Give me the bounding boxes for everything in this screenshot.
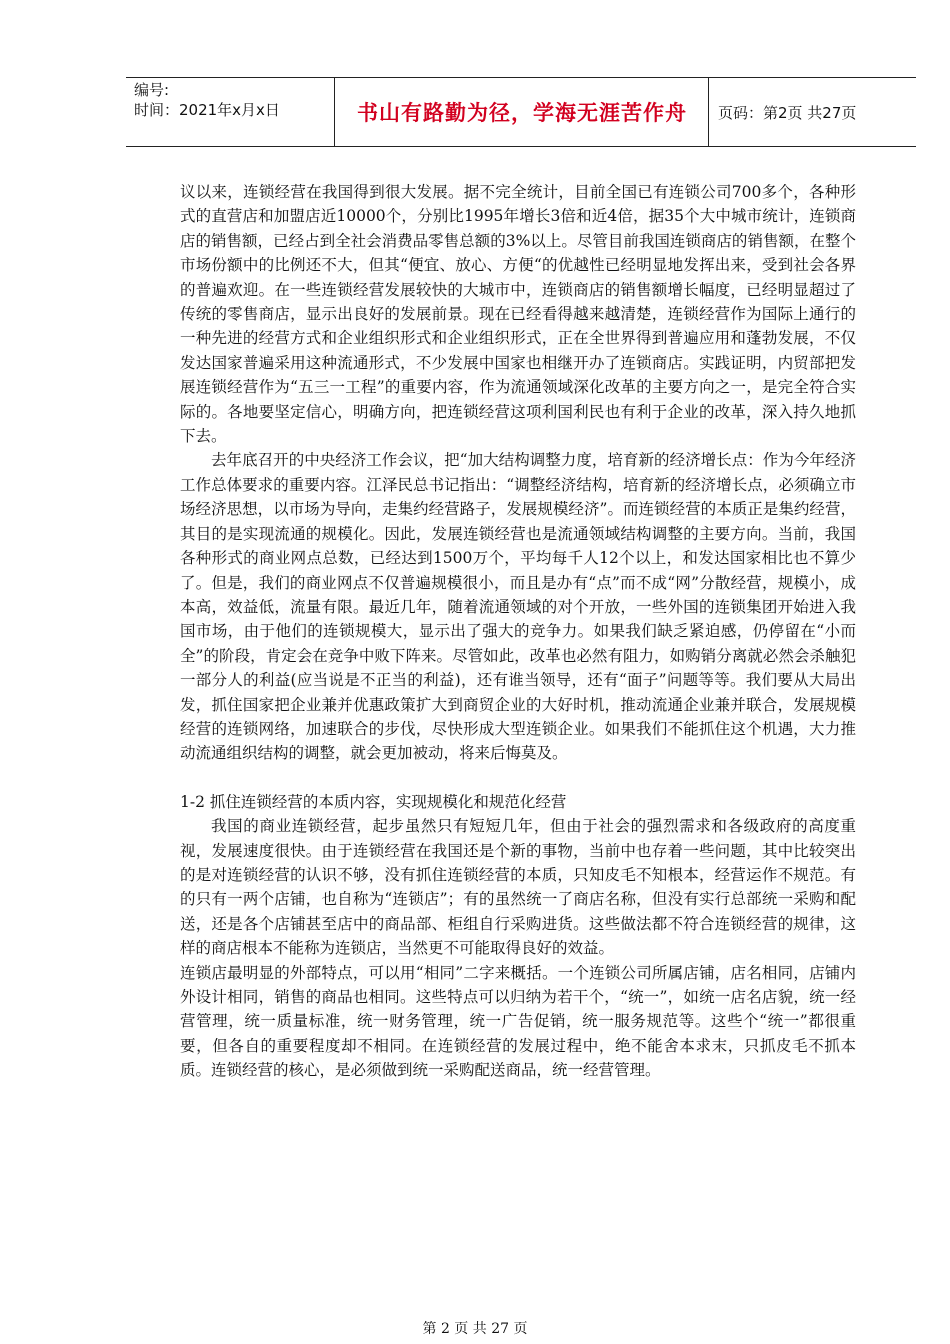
section-paragraph-1: 我国的商业连锁经营，起步虽然只有短短几年，但由于社会的强烈需求和各级政府的高度重视，发展速度很快。由于连锁经营在我国还是个新的事物，当前中也存着一些问题，其中比较突出的是对连锁经营的认识不够，没有抓住连锁经营的本质，只知皮毛不知根本，经营运作不规范。有的只有一两个店铺，也自称为“连锁店”；有的虽然统一了商店名称，但没有实行总部统一采购和配送，还是各个店铺甚至店中的商品部、柜组自行采购进货。这些做法都不符合连锁经营的规律，这样的商店根本不能称为连锁店，当然更不可能取得良好的效益。: [180, 817, 856, 958]
header-divider-left: [334, 78, 335, 146]
header-divider-right: [708, 78, 709, 146]
section-heading: 1-2 抓住连锁经营的本质内容，实现规模化和规范化经营: [180, 792, 567, 811]
header-motto: 书山有路勤为径，学海无涯苦作舟: [357, 101, 687, 125]
page-footer: 第 2 页 共 27 页: [422, 1321, 528, 1337]
page-header: [126, 77, 916, 147]
header-meta: [134, 80, 334, 120]
document-number-label: 编号:: [134, 81, 170, 99]
body-paragraph-2: 去年底召开的中央经济工作会议，把“加大结构调整力度，培育新的经济增长点：作为今年经济工作总体要求的重要内容。江泽民总书记指出：“调整经济结构，培育新的经济增长点，必须确立市场经济思想，以市场为导向，走集约经营路子，发展规模经济”。而连锁经营的本质正是集约经营，其目的是实现流通的规模化。因此，发展连锁经营也是流通领域结构调整的主要方向。当前，我国各种形式的商业网点总数，已经达到1500万个，平均每千人12个以上，和发达国家相比也不算少了。但是，我们的商业网点不仅普遍规模很小，而且是办有“点”而不成“网”分散经营，规模小，成本高，效益低，流量有限。最近几年，随着流通领域的对个开放，一些外国的连锁集团开始进入我国市场，由于他们的连锁规模大，显示出了强大的竞争力。如果我们缺乏紧迫感，仍停留在“小而全”的阶段，肯定会在竞争中败下阵来。尽管如此，改革也必然有阻力，如购销分离就必然会杀触犯一部分人的利益(应当说是不正当的利益)，还有谁当领导，还有“面子”问题等等。我们要从大局出发，抓住国家把企业兼并优惠政策扩大到商贸企业的大好时机，推动流通企业兼并联合，发展规模经营的连锁网络，加速联合的步伐，尽快形成大型连锁企业。如果我们不能抓住这个机遇，大力推动流通组织结构的调整，就会更加被动，将来后悔莫及。: [180, 451, 856, 763]
document-body: [180, 180, 856, 1083]
header-page-code: 页码：第2页 共27页: [718, 103, 857, 122]
document-time-label: 时间：2021年x月x日: [134, 101, 280, 119]
section-paragraph-2: 连锁店最明显的外部特点，可以用“相同”二字来概括。一个连锁公司所属店铺，店名相同，店铺内外设计相同，销售的商品也相同。这些特点可以归纳为若干个，“统一”，如统一店名店貌，统一经营管理，统一质量标准，统一财务管理，统一广告促销，统一服务规范等。这些个“统一”都很重要，但各自的重要程度却不相同。在连锁经营的发展过程中，绝不能舍本求末，只抓皮毛不抓本质。连锁经营的核心，是必须做到统一采购配送商品，统一经营管理。: [180, 963, 856, 1080]
body-paragraph-1: 议以来，连锁经营在我国得到很大发展。据不完全统计，目前全国已有连锁公司700多个，各种形式的直营店和加盟店近10000个，分别比1995年增长3倍和近4倍，据35个大中城市统计，连锁商店的销售额，已经占到全社会消费品零售总额的3%以上。尽管目前我国连锁商店的销售额，在整个市场份额中的比例还不大，但其“便宜、放心、方便“的优越性已经明显地发挥出来，受到社会各界的普遍欢迎。在一些连锁经营发展较快的大城市中，连锁商店的销售额增长幅度，已经明显超过了传统的零售商店，显示出良好的发展前景。现在已经看得越来越清楚，连锁经营作为国际上通行的一种先进的经营方式和企业组织形式和企业组织形式，正在全世界得到普遍应用和蓬勃发展，不仅发达国家普遍采用这种流通形式，不少发展中国家也相继开办了连锁商店。实践证明，内贸部把发展连锁经营作为“五三一工程”的重要内容，作为流通领域深化改革的主要方向之一，是完全符合实际的。各地要坚定信心，明确方向，把连锁经营这项利国利民也有利于企业的改革，深入持久地抓下去。: [180, 183, 856, 446]
